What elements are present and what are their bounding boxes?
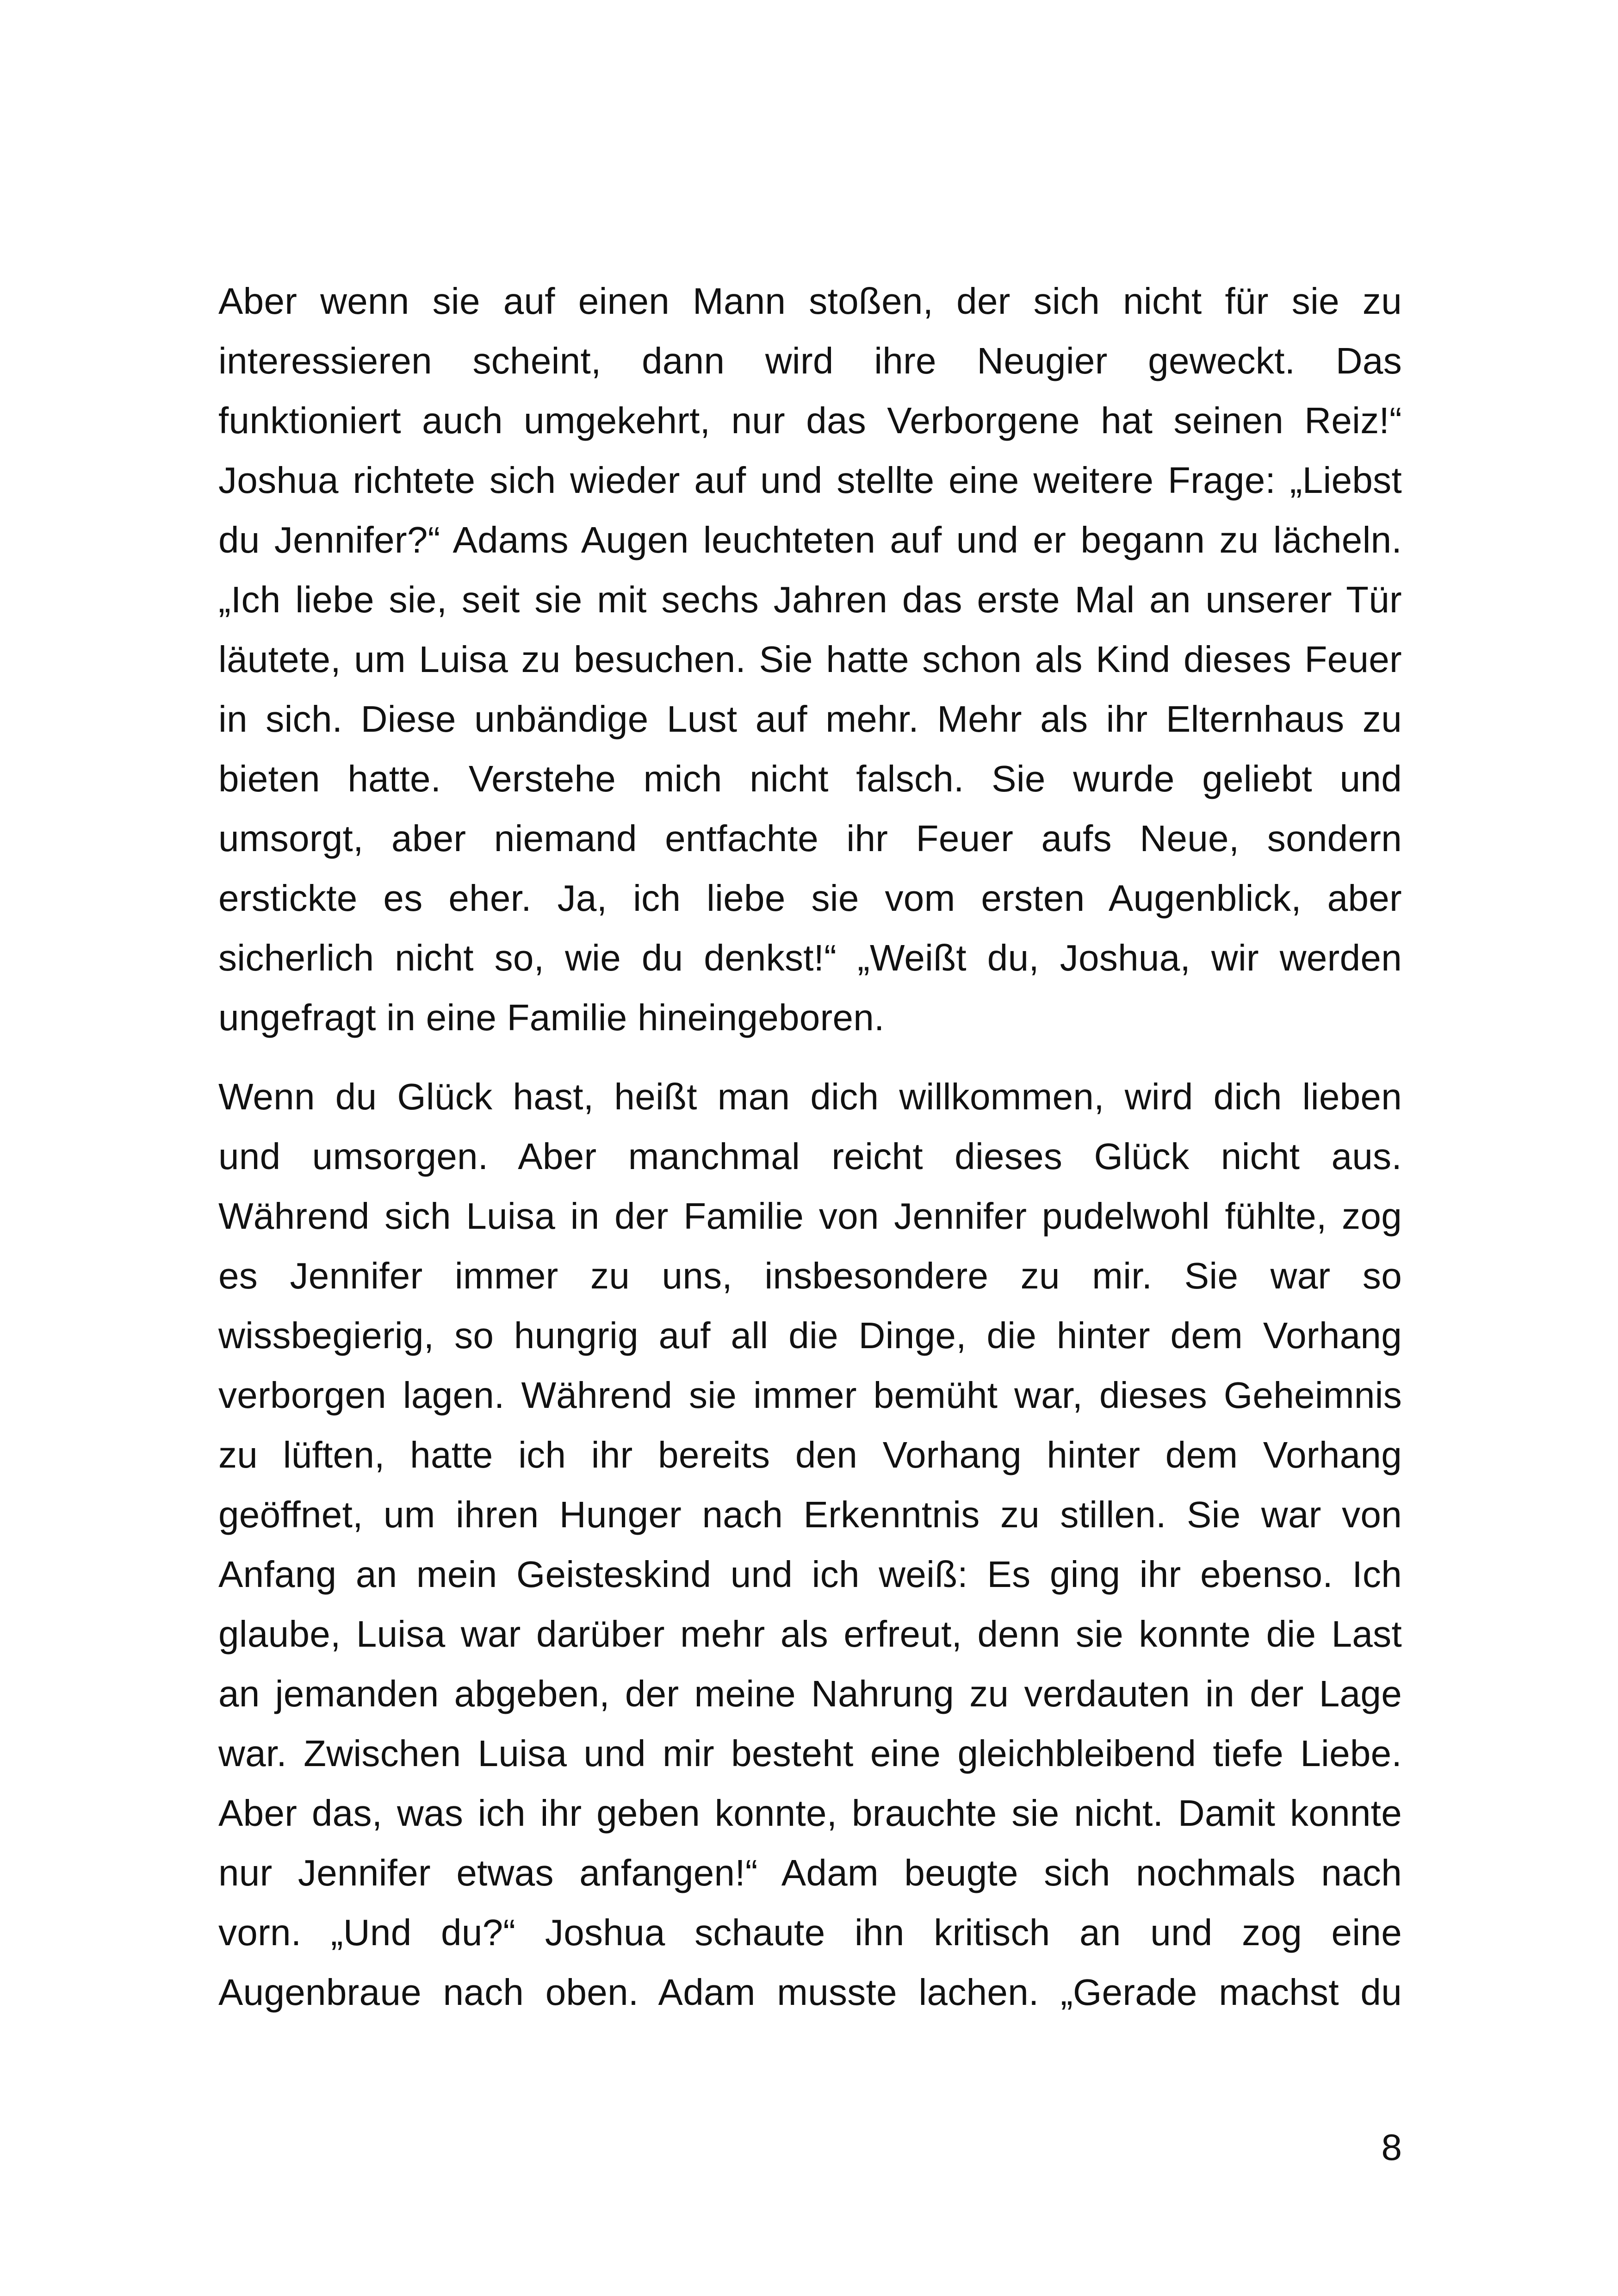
text-line: sicherlich nicht so, wie du denkst!“ „Weißt du, Joshua, wir werden <box>218 937 1402 978</box>
text-line: es Jennifer immer zu uns, insbesondere zu mir. Sie war so <box>218 1255 1402 1296</box>
text-line: und umsorgen. Aber manchmal reicht dieses Glück nicht aus. <box>218 1136 1402 1177</box>
text-line: vorn. „Und du?“ Joshua schaute ihn kritisch an und zog eine <box>218 1912 1402 1953</box>
text-line: ungefragt in eine Familie hineingeboren. <box>218 997 885 1038</box>
page-number: 8 <box>1381 2127 1402 2168</box>
text-line: an jemanden abgeben, der meine Nahrung zu verdauten in der Lage <box>218 1673 1402 1714</box>
text-line: zu lüften, hatte ich ihr bereits den Vorhang hinter dem Vorhang <box>218 1434 1402 1475</box>
text-line: Anfang an mein Geisteskind und ich weiß: Es ging ihr ebenso. Ich <box>218 1554 1402 1595</box>
paragraph-2 <box>218 1067 1402 2022</box>
text-line: Augenbraue nach oben. Adam musste lachen. „Gerade machst du <box>218 1972 1402 2013</box>
text-line: funktioniert auch umgekehrt, nur das Verborgene hat seinen Reiz!“ <box>218 400 1402 441</box>
text-line: verborgen lagen. Während sie immer bemüht war, dieses Geheimnis <box>218 1375 1402 1416</box>
paragraph-1 <box>218 271 1402 1047</box>
text-line: „Ich liebe sie, seit sie mit sechs Jahren das erste Mal an unserer Tür <box>218 579 1402 620</box>
text-line: bieten hatte. Verstehe mich nicht falsch. Sie wurde geliebt und <box>218 758 1402 799</box>
text-line: erstickte es eher. Ja, ich liebe sie vom ersten Augenblick, aber <box>218 877 1402 919</box>
text-line: Joshua richtete sich wieder auf und stellte eine weitere Frage: „Liebst <box>218 460 1402 501</box>
text-line: geöffnet, um ihren Hunger nach Erkenntnis zu stillen. Sie war von <box>218 1494 1402 1535</box>
text-line: interessieren scheint, dann wird ihre Neugier geweckt. Das <box>218 340 1402 381</box>
text-line: wissbegierig, so hungrig auf all die Dinge, die hinter dem Vorhang <box>218 1315 1402 1356</box>
text-line: Aber wenn sie auf einen Mann stoßen, der sich nicht für sie zu <box>218 280 1402 322</box>
text-line: Während sich Luisa in der Familie von Jennifer pudelwohl fühlte, zog <box>218 1195 1402 1237</box>
text-line: war. Zwischen Luisa und mir besteht eine gleichbleibend tiefe Liebe. <box>218 1733 1402 1774</box>
text-line: nur Jennifer etwas anfangen!“ Adam beugte sich nochmals nach <box>218 1852 1402 1893</box>
text-line: du Jennifer?“ Adams Augen leuchteten auf und er begann zu lächeln. <box>218 519 1402 560</box>
text-line: läutete, um Luisa zu besuchen. Sie hatte schon als Kind dieses Feuer <box>218 639 1402 680</box>
text-line: umsorgt, aber niemand entfachte ihr Feuer aufs Neue, sondern <box>218 818 1402 859</box>
text-line: Aber das, was ich ihr geben konnte, brauchte sie nicht. Damit konnte <box>218 1792 1402 1834</box>
text-line: glaube, Luisa war darüber mehr als erfreut, denn sie konnte die Last <box>218 1613 1402 1655</box>
text-line: Wenn du Glück hast, heißt man dich willkommen, wird dich lieben <box>218 1076 1402 1117</box>
text-line: in sich. Diese unbändige Lust auf mehr. Mehr als ihr Elternhaus zu <box>218 698 1402 740</box>
